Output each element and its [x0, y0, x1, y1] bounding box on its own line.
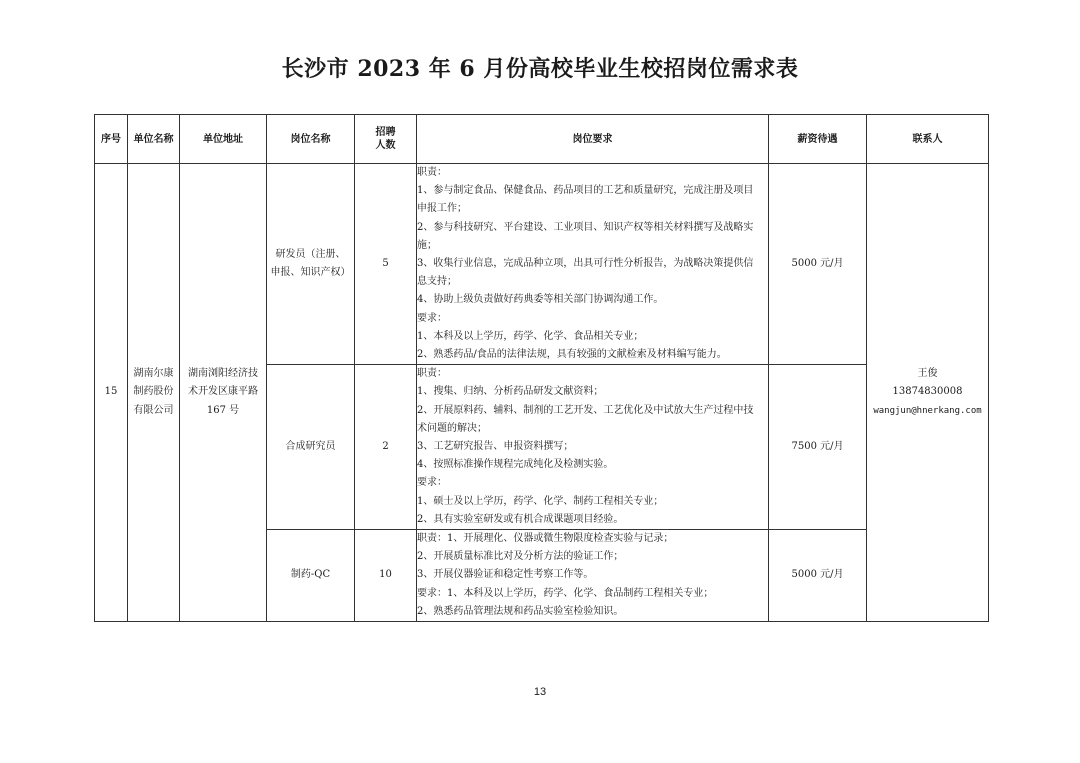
- requirement-line: 3、开展仪器验证和稳定性考察工作等。: [417, 569, 594, 581]
- header-seq: 序号: [95, 115, 128, 164]
- requirement-line: 2、具有实验室研发或有机合成课题项目经验。: [417, 513, 624, 525]
- company-name-line: 湖南尔康: [133, 368, 174, 380]
- address-line: 湖南浏阳经济技: [188, 368, 258, 380]
- address-line: 术开发区康平路: [188, 386, 258, 398]
- requirements-cell: [417, 365, 769, 530]
- requirement-line: 1、参与制定食品、保健食品、药品项目的工艺和质量研究，完成注册及项目: [417, 185, 754, 197]
- requirement-line: 3、工艺研究报告、申报资料撰写；: [417, 441, 574, 453]
- requirement-line: 要求：: [417, 477, 447, 489]
- company-name-cell: [128, 164, 180, 622]
- requirement-line: 2、开展质量标准比对及分析方法的验证工作；: [417, 551, 624, 563]
- header-count: [355, 115, 417, 164]
- header-company: 单位名称: [128, 115, 180, 164]
- salary-cell: 5000 元/月: [769, 530, 867, 622]
- header-requirements: 岗位要求: [417, 115, 769, 164]
- requirement-line: 施；: [417, 239, 437, 251]
- position-name-cell: [267, 365, 355, 530]
- requirement-line: 职责：: [417, 368, 447, 380]
- position-name-line: 制药-QC: [290, 569, 331, 581]
- requirement-line: 息支持；: [417, 276, 457, 288]
- requirement-line: 1、本科及以上学历，药学、化学、食品相关专业；: [417, 330, 644, 342]
- company-address-cell: [180, 164, 267, 622]
- header-position: 岗位名称: [267, 115, 355, 164]
- contact-phone: 13874830008: [892, 386, 963, 398]
- page-number: 13: [533, 686, 547, 698]
- header-salary: 薪资待遇: [769, 115, 867, 164]
- requirement-line: 术问题的解决；: [417, 422, 487, 434]
- requirement-line: 1、搜集、归纳、分析药品研发文献资料；: [417, 386, 604, 398]
- requirement-line: 申报工作；: [417, 203, 467, 215]
- requirements-cell: [417, 530, 769, 622]
- hire-count-cell: 2: [355, 365, 417, 530]
- requirement-line: 要求：1、本科及以上学历，药学、化学、食品制药工程相关专业；: [417, 587, 714, 599]
- hire-count-cell: 10: [355, 530, 417, 622]
- header-count-line1: 招聘: [375, 127, 396, 138]
- requirement-line: 职责：1、开展理化、仪器或微生物限度检查实验与记录；: [417, 533, 674, 545]
- requirement-line: 职责：: [417, 167, 447, 178]
- hire-count-cell: 5: [355, 164, 417, 365]
- position-name-line: 研发员（注册、: [275, 248, 346, 260]
- document-title: 长沙市 2023 年 6 月份高校毕业生校招岗位需求表: [281, 56, 799, 82]
- job-demand-table: [94, 114, 989, 622]
- header-contact: 联系人: [867, 115, 989, 164]
- requirement-line: 2、熟悉药品管理法规和药品实验室检验知识。: [417, 605, 624, 617]
- requirement-line: 4、按照标准操作规程完成纯化及检测实验。: [417, 459, 614, 471]
- header-row: [95, 115, 989, 164]
- table-row: [95, 164, 989, 365]
- salary-cell: 7500 元/月: [769, 365, 867, 530]
- requirement-line: 1、硕士及以上学历，药学、化学、制药工程相关专业；: [417, 495, 664, 507]
- requirement-line: 2、参与科技研究、平台建设、工业项目、知识产权等相关材料撰写及战略实: [417, 221, 754, 233]
- salary-cell: 5000 元/月: [769, 164, 867, 365]
- requirement-line: 2、开展原料药、辅料、制剂的工艺开发、工艺优化及中试放大生产过程中技: [417, 404, 754, 416]
- position-name-line: 申报、知识产权）: [270, 267, 351, 279]
- position-name-cell: [267, 530, 355, 622]
- contact-email: wangjun@hnerkang.com: [873, 405, 982, 416]
- company-name-line: 制药股份: [133, 386, 174, 398]
- position-name-line: 合成研究员: [285, 441, 336, 453]
- contact-name: 王俊: [917, 368, 938, 380]
- position-name-cell: [267, 164, 355, 365]
- requirements-cell: [417, 164, 769, 365]
- seq-cell: 15: [95, 164, 128, 622]
- requirement-line: 4、协助上级负责做好药典委等相关部门协调沟通工作。: [417, 294, 664, 306]
- requirement-line: 要求：: [417, 312, 447, 324]
- requirement-line: 3、收集行业信息，完成品种立项，出具可行性分析报告，为战略决策提供信: [417, 258, 754, 270]
- company-name-line: 有限公司: [133, 404, 174, 416]
- header-address: 单位地址: [180, 115, 267, 164]
- requirement-line: 2、熟悉药品/食品的法律法规，具有较强的文献检索及材料编写能力。: [417, 349, 727, 361]
- address-line: 167 号: [206, 404, 240, 416]
- header-count-line2: 人数: [375, 140, 396, 151]
- contact-cell: [867, 164, 989, 622]
